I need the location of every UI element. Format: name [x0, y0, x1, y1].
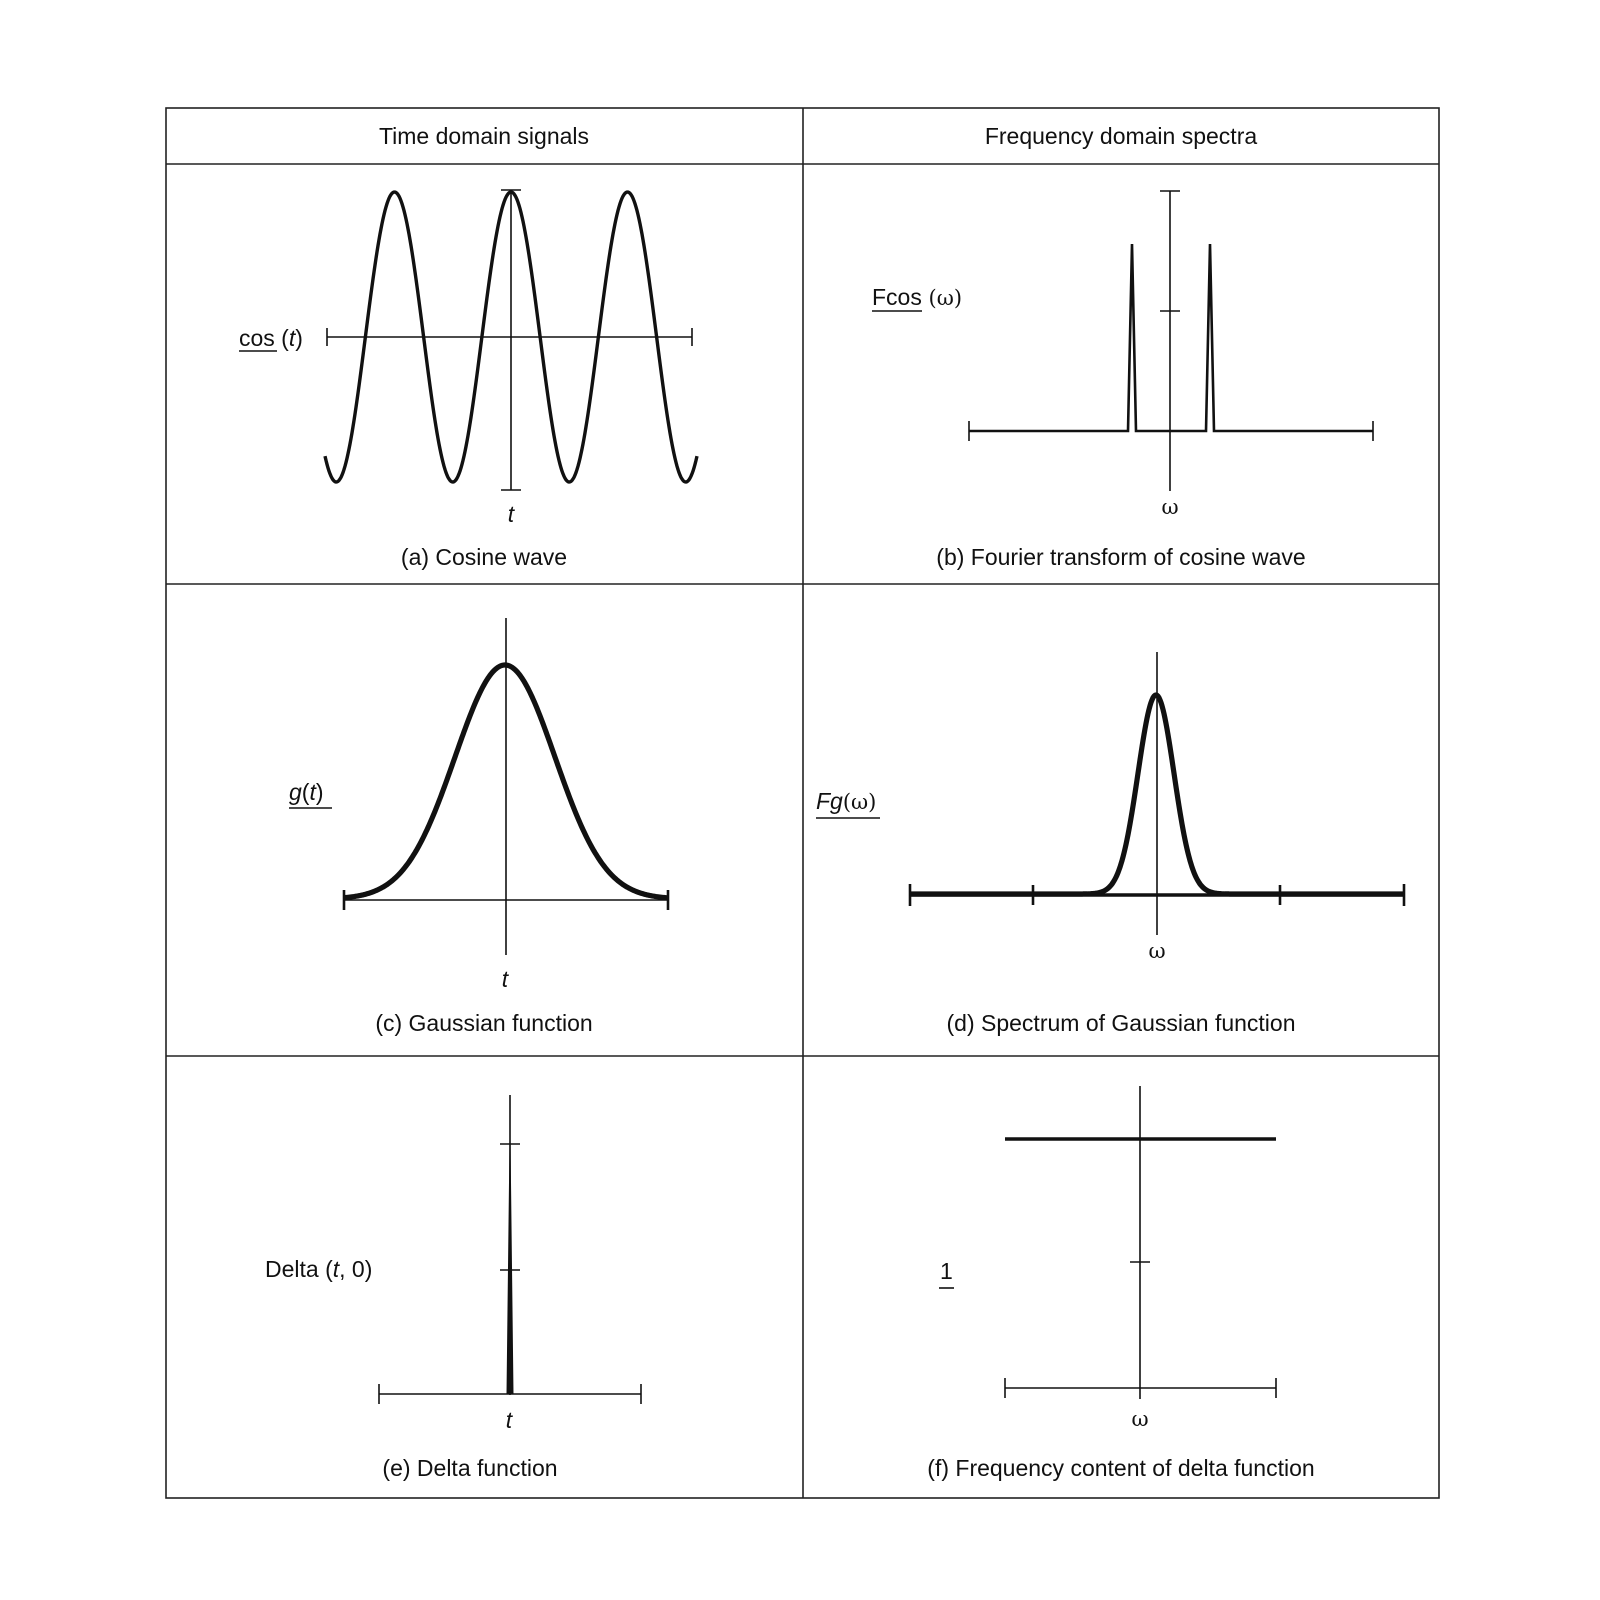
panel-e-ylabel: Delta (t, 0) [265, 1256, 373, 1282]
table-grid [166, 108, 1439, 1498]
panel-c-xlabel: t [501, 966, 509, 992]
panel-e-delta-spike [507, 1140, 513, 1394]
panel-a-xlabel: t [507, 501, 515, 527]
panel-f-ylabel: 1 [940, 1258, 953, 1284]
panel-e-caption: (e) Delta function [382, 1455, 558, 1481]
panel-c-gaussian [289, 618, 668, 1036]
panel-f-caption: (f) Frequency content of delta function [927, 1455, 1315, 1481]
panel-b-caption: (b) Fourier transform of cosine wave [936, 544, 1306, 570]
panel-b-ylabel: Fcos (ω) [872, 284, 963, 310]
panel-a-ylabel: cos (t) [239, 325, 303, 351]
panel-d-ylabel: Fg(ω) [816, 788, 877, 814]
panel-d-caption: (d) Spectrum of Gaussian function [946, 1010, 1296, 1036]
panel-e-xlabel: t [505, 1407, 513, 1433]
panel-b-spectrum-line [969, 244, 1373, 431]
header-time-domain: Time domain signals [378, 123, 590, 149]
panel-f-delta-spectrum [927, 1086, 1314, 1481]
panel-c-caption: (c) Gaussian function [375, 1010, 593, 1036]
panel-b-xlabel: ω [1161, 495, 1179, 519]
panel-d-gaussian-spectrum [816, 652, 1404, 1036]
panel-e-delta [265, 1095, 641, 1481]
panel-a-cosine-wave [239, 190, 697, 570]
panel-f-xlabel: ω [1131, 1407, 1149, 1431]
panel-d-xlabel: ω [1148, 939, 1166, 963]
panel-a-caption: (a) Cosine wave [400, 544, 568, 570]
panel-c-ylabel: g(t) [289, 779, 324, 805]
header-frequency-domain: Frequency domain spectra [984, 123, 1258, 149]
panel-b-cosine-spectrum [872, 191, 1373, 570]
